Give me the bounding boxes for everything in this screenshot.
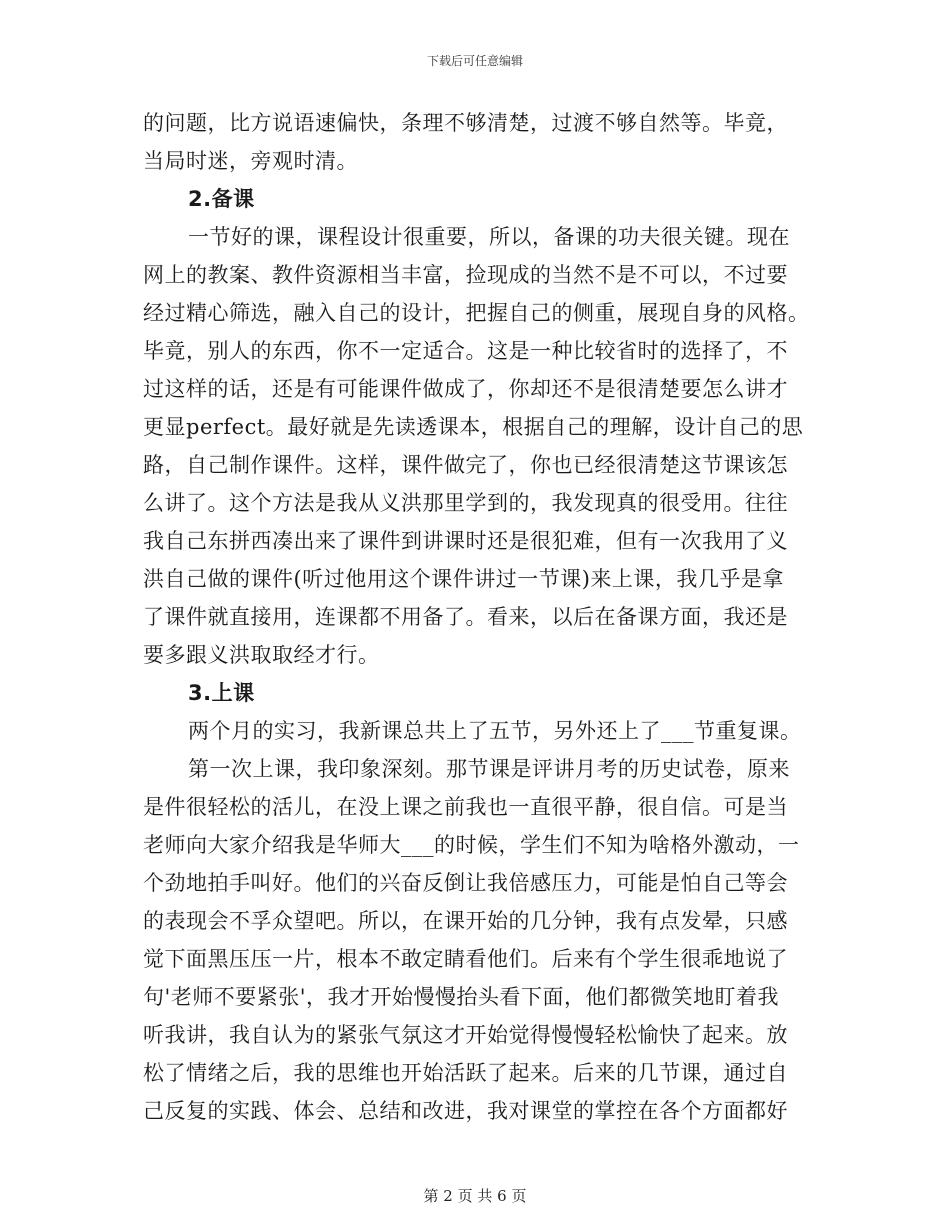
paragraph-line: 当局时迷，旁观时清。 — [143, 149, 358, 173]
paragraph-line: 个劲地拍手叫好。他们的兴奋反倒让我倍感压力，可能是怕自己等会 — [143, 871, 788, 895]
paragraph-line: 毕竟，别人的东西，你不一定适合。这是一种比较省时的选择了，不 — [143, 339, 788, 363]
document-body — [143, 104, 811, 1130]
paragraph-line: 过这样的话，还是有可能课件做成了，你却还不是很清楚要怎么讲才 — [143, 377, 788, 401]
paragraph-line: 更显perfect。最好就是先读透课本，根据自己的理解，设计自己的思 — [143, 415, 804, 439]
paragraph-line: 网上的教案、教件资源相当丰富，捡现成的当然不是不可以，不过要 — [143, 263, 788, 287]
section-heading-class: 3.上课 — [188, 681, 255, 705]
paragraph-line: 松了情绪之后，我的思维也开始活跃了起来。后来的几节课，通过自 — [143, 1061, 788, 1085]
paragraph-line: 了课件就直接用，连课都不用备了。看来，以后在备课方面，我还是 — [143, 605, 788, 629]
paragraph-line: 是件很轻松的活儿，在没上课之前我也一直很平静，很自信。可是当 — [143, 795, 788, 819]
paragraph-line: 的表现会不孚众望吧。所以，在课开始的几分钟，我有点发晕，只感 — [143, 909, 788, 933]
paragraph-line: 老师向大家介绍我是华师大___的时候，学生们不知为啥格外激动，一 — [143, 833, 800, 857]
page-footer: 第 2 页 共 6 页 — [423, 1187, 527, 1205]
paragraph-line: 的问题，比方说语速偏快，条理不够清楚，过渡不够自然等。毕竟， — [143, 111, 788, 135]
paragraph-line: 要多跟义洪取取经才行。 — [143, 643, 380, 667]
paragraph-line: 听我讲，我自认为的紧张气氛这才开始觉得慢慢轻松愉快了起来。放 — [143, 1023, 788, 1047]
paragraph-line: 洪自己做的课件(听过他用这个课件讲过一节课)来上课，我几乎是拿 — [143, 567, 784, 591]
page-header: 下载后可任意编辑 — [426, 54, 523, 68]
paragraph-line: 觉下面黑压压一片，根本不敢定睛看他们。后来有个学生很乖地说了 — [143, 947, 788, 971]
paragraph-line: 己反复的实践、体会、总结和改进，我对课堂的掌控在各个方面都好 — [143, 1099, 788, 1123]
paragraph-line: 经过精心筛选，融入自己的设计，把握自己的侧重，展现自身的风格。 — [143, 301, 810, 325]
paragraph-line: 我自己东拼西凑出来了课件到讲课时还是很犯难，但有一次我用了义 — [143, 529, 788, 553]
paragraph-line: 句'老师不要紧张'，我才开始慢慢抬头看下面，他们都微笑地盯着我 — [143, 985, 780, 1009]
section-heading-prep: 2.备课 — [188, 187, 255, 211]
paragraph-line: 一节好的课，课程设计很重要，所以，备课的功夫很关键。现在 — [188, 225, 790, 249]
paragraph-line: 第一次上课，我印象深刻。那节课是评讲月考的历史试卷，原来 — [188, 757, 790, 781]
paragraph-line: 路，自己制作课件。这样，课件做完了，你也已经很清楚这节课该怎 — [143, 453, 788, 477]
paragraph-line: 么讲了。这个方法是我从义洪那里学到的，我发现真的很受用。往往 — [143, 491, 788, 515]
paragraph-line: 两个月的实习，我新课总共上了五节，另外还上了___节重复课。 — [188, 719, 802, 743]
